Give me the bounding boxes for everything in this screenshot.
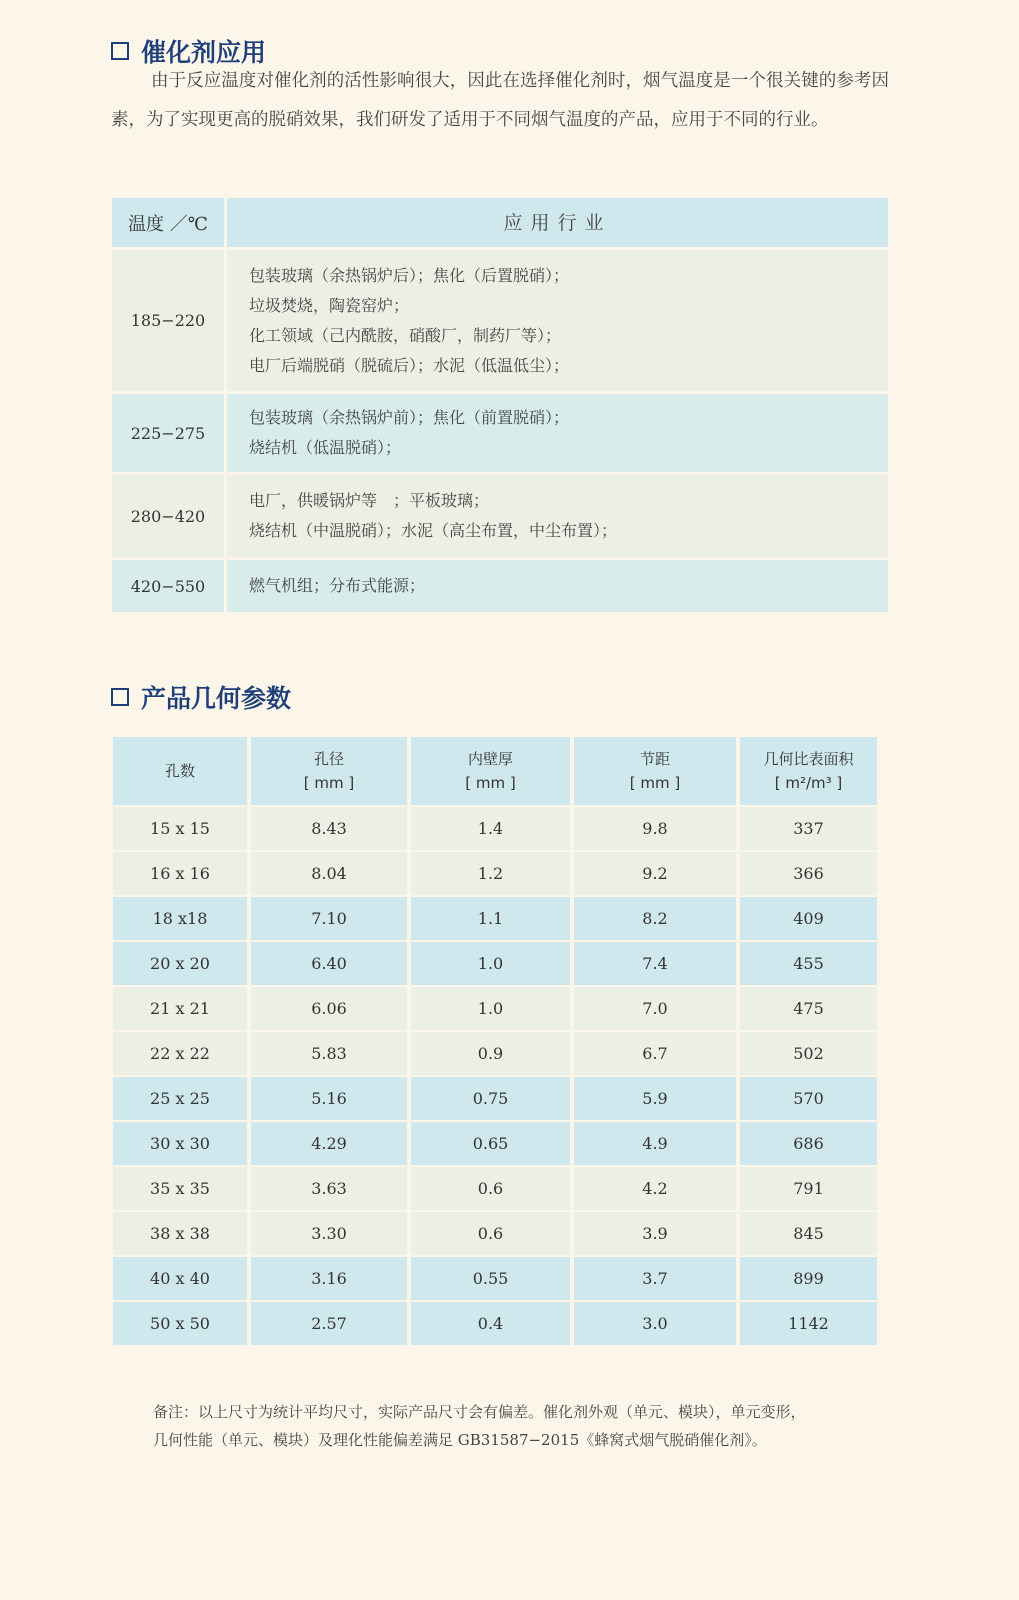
table-cell: 7.0 [574,987,736,1030]
footnote-line: 几何性能（单元、模块）及理化性能偏差满足 GB31587−2015《蜂窝式烟气脱硝催化剂》。 [153,1431,767,1449]
table-cell: 6.40 [251,942,407,985]
table-cell: 1142 [740,1302,877,1345]
table-cell: 5.16 [251,1077,407,1120]
table-cell: 845 [740,1212,877,1255]
table-row [113,852,885,895]
table-cell: 686 [740,1122,877,1165]
section-title-text: 产品几何参数 [141,684,292,713]
table-row [112,250,888,391]
application-table-header [112,198,888,247]
table-cell: 366 [740,852,877,895]
section-title-text: 催化剂应用 [141,38,267,67]
table-row [113,807,885,850]
industry-line: 包装玻璃（余热锅炉前）；焦化（前置脱硝）； [249,408,570,427]
table-cell: 20 x 20 [113,942,247,985]
table-cell: 21 x 21 [113,987,247,1030]
industry-cell [227,560,888,612]
temperature-cell: 225−275 [112,394,224,472]
table-cell: 7.10 [251,897,407,940]
table-cell: 3.9 [574,1212,736,1255]
temperature-cell: 280−420 [112,475,224,557]
table-cell: 16 x 16 [113,852,247,895]
footnote [153,1398,873,1454]
table-cell: 3.7 [574,1257,736,1300]
table-cell: 50 x 50 [113,1302,247,1345]
table-cell: 5.83 [251,1032,407,1075]
table-cell: 3.30 [251,1212,407,1255]
table-cell: 0.6 [411,1167,570,1210]
table-cell: 0.75 [411,1077,570,1120]
header-cell: 几何比表面积 [ m²/m³ ] [740,737,877,805]
table-cell: 0.65 [411,1122,570,1165]
table-cell: 0.6 [411,1212,570,1255]
table-row [113,1122,885,1165]
table-cell: 7.4 [574,942,736,985]
table-row [113,942,885,985]
table-row [112,394,888,472]
table-cell: 1.0 [411,942,570,985]
header-temperature: 温度 ／℃ [112,198,224,247]
industry-line: 燃气机组；分布式能源； [249,576,426,595]
table-cell: 9.8 [574,807,736,850]
table-cell: 791 [740,1167,877,1210]
intro-paragraph: 由于反应温度对催化剂的活性影响很大，因此在选择催化剂时，烟气温度是一个很关键的参考因素，为了实现更高的脱硝效果，我们研发了适用于不同烟气温度的产品，应用于不同的行业。 [111,71,889,130]
table-cell: 3.0 [574,1302,736,1345]
table-row [113,987,885,1030]
header-cell: 节距 [ mm ] [574,737,736,805]
table-cell: 0.4 [411,1302,570,1345]
table-cell: 455 [740,942,877,985]
industry-line: 包装玻璃（余热锅炉后）；焦化（后置脱硝）； [249,265,570,285]
table-row [113,1257,885,1300]
application-table [112,198,888,615]
table-cell: 25 x 25 [113,1077,247,1120]
square-bullet-icon [111,42,129,60]
table-row [113,897,885,940]
industry-cell [227,250,888,391]
table-row [113,1212,885,1255]
temperature-cell: 420−550 [112,560,224,612]
table-cell: 0.9 [411,1032,570,1075]
industry-line: 化工领域（己内酰胺，硝酸厂，制药厂等）； [249,325,562,345]
geometry-table-header [113,737,885,805]
table-row [112,475,888,557]
industry-line: 电厂后端脱硝（脱硫后）；水泥（低温低尘）； [249,355,570,375]
table-cell: 409 [740,897,877,940]
table-cell: 2.57 [251,1302,407,1345]
table-cell: 1.2 [411,852,570,895]
industry-line: 电厂，供暖锅炉等 ；平板玻璃； [249,491,490,510]
table-cell: 6.7 [574,1032,736,1075]
table-cell: 899 [740,1257,877,1300]
header-industry: 应用行业 [227,198,888,247]
industry-line: 垃圾焚烧，陶瓷窑炉； [249,295,410,315]
temperature-cell: 185−220 [112,250,224,391]
table-cell: 1.0 [411,987,570,1030]
table-cell: 30 x 30 [113,1122,247,1165]
table-cell: 4.29 [251,1122,407,1165]
table-cell: 38 x 38 [113,1212,247,1255]
table-cell: 1.1 [411,897,570,940]
table-cell: 22 x 22 [113,1032,247,1075]
table-row [113,1032,885,1075]
table-row [113,1077,885,1120]
table-row [113,1302,885,1345]
square-bullet-icon [111,688,129,706]
industry-cell [227,475,888,557]
industry-cell [227,394,888,472]
table-cell: 6.06 [251,987,407,1030]
table-cell: 3.63 [251,1167,407,1210]
table-cell: 15 x 15 [113,807,247,850]
table-cell: 570 [740,1077,877,1120]
table-cell: 18 x18 [113,897,247,940]
header-cell: 孔数 [113,737,247,805]
table-cell: 35 x 35 [113,1167,247,1210]
table-cell: 4.9 [574,1122,736,1165]
geometry-table [113,737,885,1347]
table-cell: 337 [740,807,877,850]
table-cell: 8.43 [251,807,407,850]
table-row [112,560,888,612]
table-cell: 5.9 [574,1077,736,1120]
section-title-product-geometry [111,679,291,715]
table-cell: 475 [740,987,877,1030]
table-cell: 4.2 [574,1167,736,1210]
footnote-line: 备注：以上尺寸为统计平均尺寸，实际产品尺寸会有偏差。催化剂外观（单元、模块），单元变形， [153,1403,806,1421]
table-row [113,1167,885,1210]
industry-line: 烧结机（低温脱硝）； [249,438,402,457]
header-cell: 孔径 [ mm ] [251,737,407,805]
table-cell: 8.04 [251,852,407,895]
header-cell: 内壁厚 [ mm ] [411,737,570,805]
table-cell: 40 x 40 [113,1257,247,1300]
table-cell: 9.2 [574,852,736,895]
table-cell: 502 [740,1032,877,1075]
table-cell: 3.16 [251,1257,407,1300]
geometry-table-body [113,807,885,1345]
table-cell: 1.4 [411,807,570,850]
table-cell: 0.55 [411,1257,570,1300]
table-cell: 8.2 [574,897,736,940]
industry-line: 烧结机（中温脱硝）；水泥（高尘布置，中尘布置）； [249,521,618,540]
